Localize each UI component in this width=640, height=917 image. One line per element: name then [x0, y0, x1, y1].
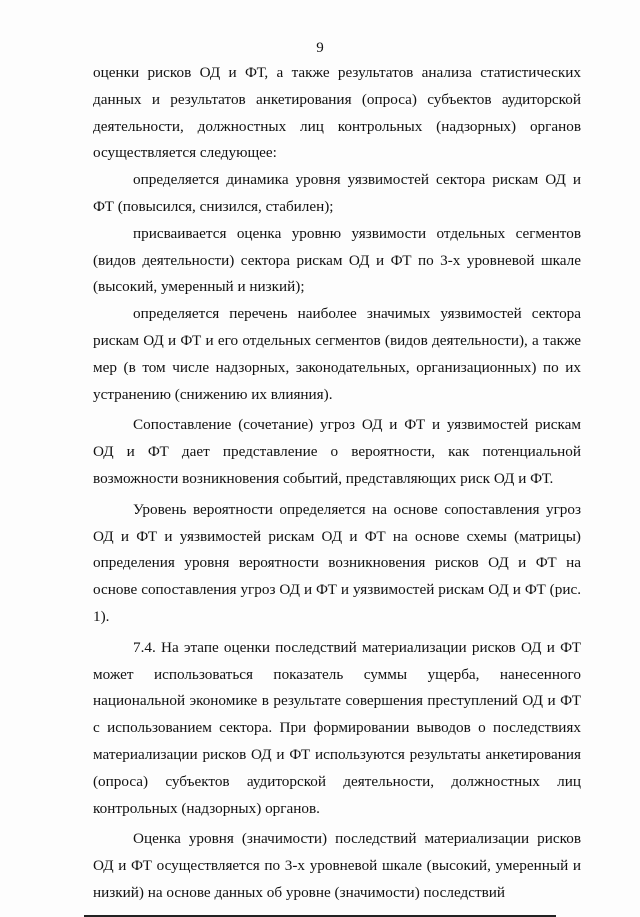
paragraph-section-7-4: 7.4. На этапе оценки последствий материализации рисков ОД и ФТ может использоваться показатель суммы ущерба, нанесенного национальной экономике в результате совершения преступлений ОД и ФТ с использованием сектора. При формировании выводов о последствиях материализации рисков ОД и ФТ используются результаты анкетирования (опроса) субъектов аудиторской деятельности, должностных лиц контрольных (надзорных) органов. — [93, 638, 581, 817]
document-body — [93, 60, 581, 907]
paragraph-list-item-vulnerabilities: определяется перечень наиболее значимых уязвимостей сектора рискам ОД и ФТ и его отдельных сегментов (видов деятельности), а также мер (в том числе надзорных, законодательных, организационных) по их устранению (снижению их влияния). — [93, 305, 581, 403]
paragraph-list-item-dynamics: определяется динамика уровня уязвимостей сектора рискам ОД и ФТ (повысился, снизился, стабилен); — [93, 171, 581, 215]
paragraph-list-item-assessment: присваивается оценка уровню уязвимости отдельных сегментов (видов деятельности) сектора рискам ОД и ФТ по 3-х уровневой шкале (высокий, умеренный и низкий); — [93, 224, 581, 296]
paragraph-comparison: Сопоставление (сочетание) угроз ОД и ФТ и уязвимостей рискам ОД и ФТ дает представление о вероятности, как потенциальной возможности возникновения событий, представляющих риск ОД и ФТ. — [93, 416, 581, 487]
page-number: 9 — [316, 40, 324, 56]
paragraph-continuation: оценки рисков ОД и ФТ, а также результатов анализа статистических данных и результатов анкетирования (опроса) субъектов аудиторской деятельности, должностных лиц контрольных (надзорных) органов осуществляется следующее: — [93, 64, 581, 162]
paragraph-consequences-assessment: Оценка уровня (значимости) последствий материализации рисков ОД и ФТ осуществляется по 3-х уровневой шкале (высокий, умеренный и низкий) на основе данных об уровне (значимости) последствий — [93, 830, 581, 901]
paragraph-probability-level: Уровень вероятности определяется на основе сопоставления угроз ОД и ФТ и уязвимостей рискам ОД и ФТ на основе схемы (матрицы) определения уровня вероятности возникновения рисков ОД и ФТ на основе сопоставления угроз ОД и ФТ и уязвимостей рискам ОД и ФТ (рис. 1). — [93, 500, 581, 625]
